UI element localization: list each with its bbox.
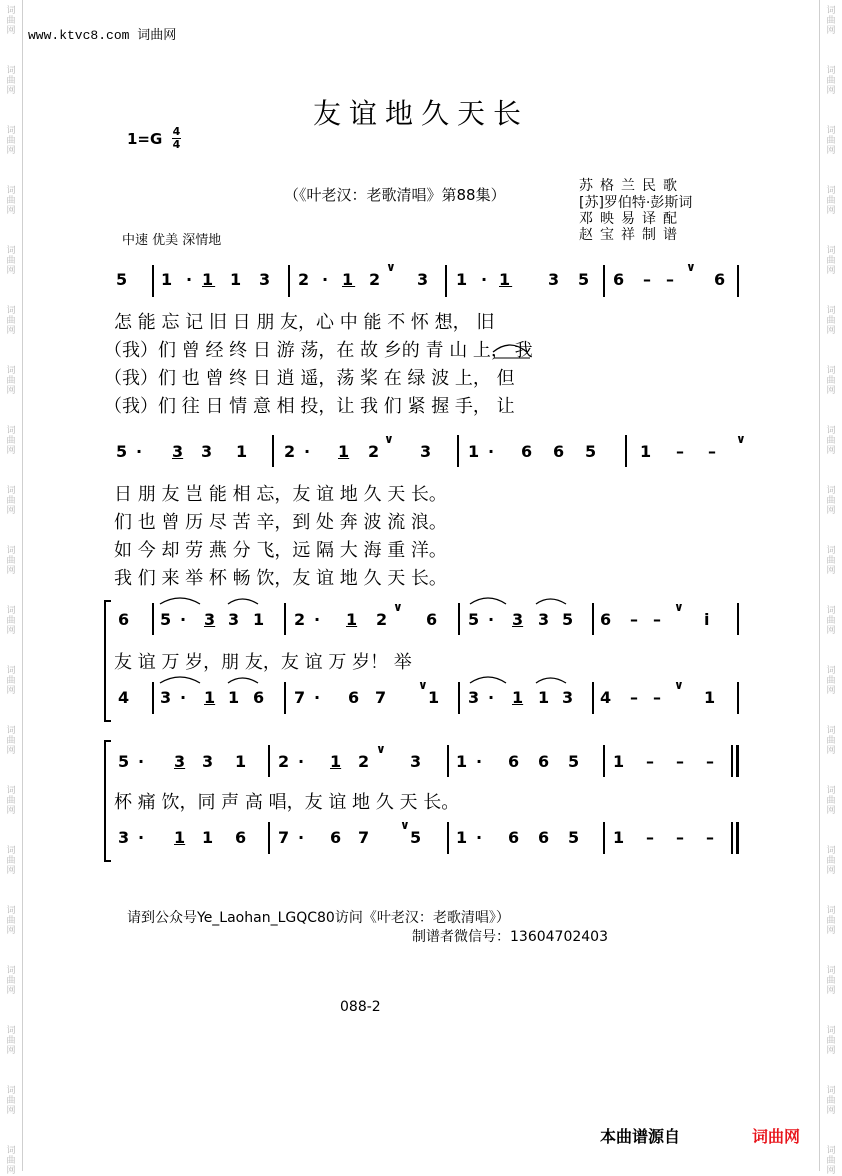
barline: [268, 822, 270, 854]
barline: [603, 265, 605, 297]
watermark-glyph: 词 曲 网: [6, 846, 16, 876]
credit-origin: 苏格兰民歌: [579, 178, 684, 194]
credit-lyricist: [苏]罗伯特·彭斯词: [579, 195, 693, 211]
watermark-glyph: 词 曲 网: [826, 1026, 836, 1056]
watermark-glyph: 词 曲 网: [826, 546, 836, 576]
meter-top: 4: [172, 125, 181, 138]
watermark-glyph: 词 曲 网: [826, 666, 836, 696]
barline: [284, 682, 286, 714]
lyric-line-4: （我）们 往 日 情 意 相 投，让 我 们 紧 握 手， 让: [104, 396, 515, 417]
watermark-glyph: 词 曲 网: [6, 246, 16, 276]
song-title: 友谊地久天长: [312, 97, 529, 130]
key-signature: 1=G: [127, 130, 163, 148]
system-bracket: [104, 600, 111, 722]
barline: [592, 603, 594, 635]
watermark-glyph: 词 曲 网: [6, 666, 16, 696]
watermark-glyph: 词 曲 网: [6, 1026, 16, 1056]
credit-translator: 邓映易译配: [579, 211, 684, 227]
watermark-glyph: 词 曲 网: [6, 1086, 16, 1116]
lyric-line-3: （我）们 也 曾 终 日 逍 遥，荡 桨 在 绿 波 上， 但: [104, 368, 515, 389]
barline: [447, 745, 449, 777]
barline: [737, 682, 739, 714]
footer-contact: 制谱者微信号：13604702403: [412, 929, 608, 945]
watermark-glyph: 词 曲 网: [6, 186, 16, 216]
watermark-glyph: 词 曲 网: [826, 1086, 836, 1116]
lyric-line-7: 如 今 却 劳 燕 分 飞，远 隔 大 海 重 洋。: [114, 540, 447, 561]
watermark-glyph: 词 曲 网: [6, 6, 16, 36]
watermark-glyph: 词 曲 网: [826, 846, 836, 876]
final-barline: [736, 822, 739, 854]
watermark-glyph: 词 曲 网: [826, 426, 836, 456]
site-url[interactable]: www.ktvc8.com 词曲网: [28, 28, 177, 43]
final-barline: [731, 822, 733, 854]
barline: [268, 745, 270, 777]
lyric-line-5: 日 朋 友 岂 能 相 忘，友 谊 地 久 天 长。: [114, 484, 447, 505]
barline: [737, 265, 739, 297]
watermark-glyph: 词 曲 网: [6, 606, 16, 636]
lyric-line-10: 杯 痛 饮，同 声 高 唱，友 谊 地 久 天 长。: [114, 792, 460, 813]
watermark-glyph: 词 曲 网: [826, 6, 836, 36]
watermark-glyph: 词 曲 网: [826, 1146, 836, 1176]
watermark-glyph: 词 曲 网: [826, 786, 836, 816]
barline: [152, 603, 154, 635]
barline: [445, 265, 447, 297]
lyric-line-1: 怎 能 忘 记 旧 日 朋 友，心 中 能 不 怀 想， 旧: [114, 312, 495, 333]
barline: [457, 435, 459, 467]
lyric-line-9: 友 谊 万 岁，朋 友，友 谊 万 岁！ 举: [114, 652, 412, 673]
watermark-glyph: 词 曲 网: [6, 906, 16, 936]
lyric-line-6: 们 也 曾 历 尽 苦 辛，到 处 奔 波 流 浪。: [114, 512, 447, 533]
watermark-glyph: 词 曲 网: [6, 726, 16, 756]
lyric-line-2: （我）们 曾 经 终 日 游 荡，在 故 乡的 青 山 上， 我: [104, 340, 533, 361]
watermark-glyph: 词 曲 网: [826, 186, 836, 216]
barline: [592, 682, 594, 714]
watermark-glyph: 词 曲 网: [826, 366, 836, 396]
time-signature: [172, 126, 181, 151]
source-label: 本曲谱源自: [600, 1127, 681, 1146]
barline: [272, 435, 274, 467]
tempo-marking: 中速 优美 深情地: [122, 233, 222, 248]
watermark-glyph: 词 曲 网: [6, 126, 16, 156]
watermark-glyph: 词 曲 网: [6, 366, 16, 396]
barline: [458, 682, 460, 714]
barline: [625, 435, 627, 467]
source-site-link[interactable]: 词曲网: [752, 1127, 801, 1146]
barline: [152, 682, 154, 714]
watermark-glyph: 词 曲 网: [6, 786, 16, 816]
watermark-glyph: 词 曲 网: [826, 486, 836, 516]
barline: [288, 265, 290, 297]
footer-wechat-note: 请到公众号Ye_Laohan_LGQC80访问《叶老汉：老歌清唱》）: [127, 910, 510, 926]
barline: [458, 603, 460, 635]
watermark-glyph: 词 曲 网: [6, 306, 16, 336]
watermark-glyph: 词 曲 网: [6, 546, 16, 576]
watermark-glyph: 词 曲 网: [826, 966, 836, 996]
final-barline: [736, 745, 739, 777]
watermark-glyph: 词 曲 网: [6, 66, 16, 96]
barline: [447, 822, 449, 854]
barline: [152, 265, 154, 297]
watermark-glyph: 词 曲 网: [826, 246, 836, 276]
system-bracket: [104, 740, 111, 862]
watermark-glyph: 词 曲 网: [826, 66, 836, 96]
watermark-glyph: 词 曲 网: [826, 906, 836, 936]
watermark-glyph: 词 曲 网: [6, 426, 16, 456]
source-note: （《叶老汉：老歌清唱》第88集）: [284, 186, 506, 204]
watermark-glyph: 词 曲 网: [6, 966, 16, 996]
barline: [603, 822, 605, 854]
meter-bottom: 4: [172, 138, 181, 151]
watermark-glyph: 词 曲 网: [826, 726, 836, 756]
watermark-glyph: 词 曲 网: [6, 486, 16, 516]
barline: [737, 603, 739, 635]
watermark-glyph: 词 曲 网: [826, 126, 836, 156]
watermark-glyph: 词 曲 网: [826, 306, 836, 336]
page-number: 088-2: [340, 999, 381, 1015]
barline: [284, 603, 286, 635]
credit-arranger: 赵宝祥制谱: [579, 227, 684, 243]
watermark-glyph: 词 曲 网: [826, 606, 836, 636]
final-barline: [731, 745, 733, 777]
barline: [603, 745, 605, 777]
watermark-glyph: 词 曲 网: [6, 1146, 16, 1176]
lyric-line-8: 我 们 来 举 杯 畅 饮，友 谊 地 久 天 长。: [114, 568, 447, 589]
